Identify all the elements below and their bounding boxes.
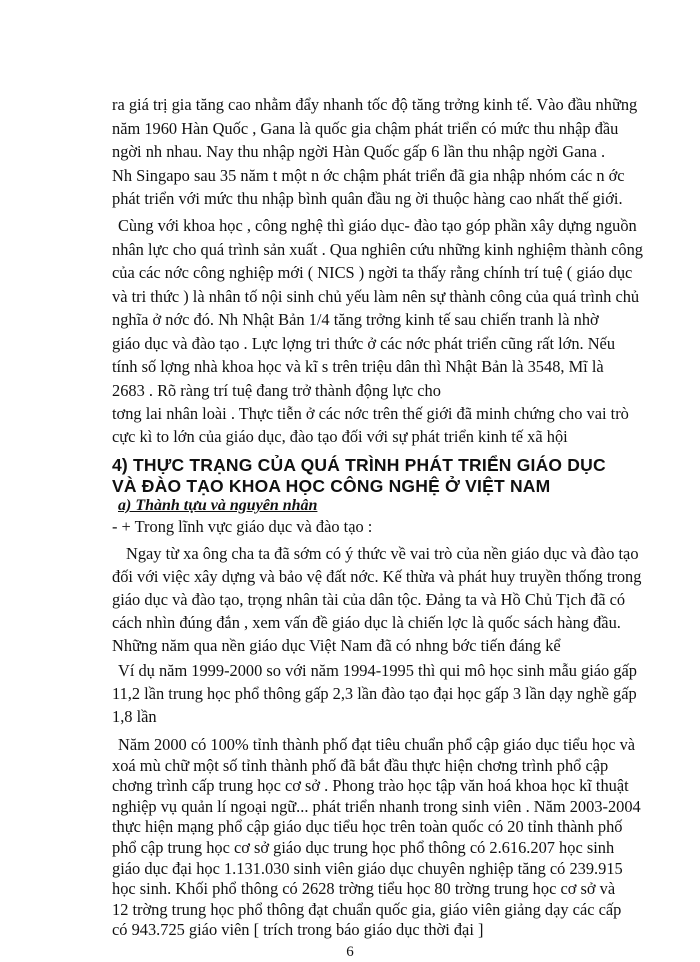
text-line: phổ cập trung học cơ sở giáo dục trung học phổ thông có 2.616.207 học sinh: [112, 838, 615, 857]
text-line: giáo dục và đào tạo, trọng nhân tài của dân tộc. Đảng ta và Hồ Chủ Tịch đã có: [112, 590, 626, 609]
text-line: của các nớc công nghiệp mới ( NICS ) ngời ta thấy rằng chính trí tuệ ( giáo dục: [112, 263, 633, 282]
text-line: và tri thức ) là nhân tố nội sinh chủ yếu làm nên sự thành công của quá trình chủ: [112, 287, 640, 306]
text-line: phát triển với mức thu nhập bình quân đầu ng ời thuộc hàng cao nhất thế giới.: [112, 189, 623, 208]
text-line: Ngay từ xa ông cha ta đã sớm có ý thức về vai trò của nền giáo dục và đào tạo: [126, 544, 639, 563]
section-heading: 4) THỰC TRẠNG CỦA QUÁ TRÌNH PHÁT TRIỂN GIÁO DỤC: [112, 455, 606, 475]
page-number: 6: [346, 944, 354, 960]
text-line: 1,8 lần: [112, 707, 157, 726]
text-line: 2683 . Rõ ràng trí tuệ đang trở thành động lực cho: [112, 381, 441, 400]
text-line: chơng trình cấp trung học cơ sở . Phong trào học tập văn hoá khoa học kĩ thuật: [112, 776, 629, 796]
text-line: 11,2 lần trung học phổ thông gấp 2,3 lần đào tạo đại học gấp 3 lần dạy nghề gấp: [112, 684, 637, 703]
text-line: Những năm qua nền giáo dục Việt Nam đã có nhng bớc tiến đáng kể: [112, 636, 561, 655]
text-line: ngời nh nhau. Nay thu nhập ngời Hàn Quốc gấp 6 lần thu nhập ngời Gana .: [112, 142, 606, 161]
text-line: ra giá trị gia tăng cao nhằm đẩy nhanh tốc độ tăng trởng kinh tế. Vào đầu những: [112, 95, 638, 114]
section-heading: VÀ ĐÀO TẠO KHOA HỌC CÔNG NGHỆ Ở VIỆT NAM: [112, 476, 551, 496]
text-line: nhân lực cho quá trình sản xuất . Qua nghiên cứu những kinh nghiệm thành công: [112, 240, 644, 259]
text-line: tính số lợng nhà khoa học và kĩ s trên triệu dân thì Nhật Bản là 3548, Mĩ là: [112, 357, 604, 376]
bullet-line: - + Trong lĩnh vực giáo dục và đào tạo :: [112, 517, 373, 536]
text-line: 12 trờng trung học phổ thông đạt chuẩn quốc gia, giáo viên giảng dạy các cấp: [112, 899, 622, 919]
text-line: có 943.725 giáo viên [ trích trong báo giáo dục thời đại ]: [112, 920, 484, 940]
text-line: Ví dụ năm 1999-2000 so với năm 1994-1995 thì qui mô học sinh mẫu giáo gấp: [118, 661, 638, 680]
text-line: tơng lai nhân loài . Thực tiễn ở các nớc trên thế giới đã minh chứng cho vai trò: [112, 404, 629, 423]
text-line: giáo dục đại học 1.131.030 sinh viên giáo dục chuyên nghiệp tăng có 239.915: [112, 858, 623, 878]
text-line: học sinh. Khối phổ thông có 2628 trờng tiểu học 80 trờng trung học cơ sở và: [112, 879, 616, 899]
text-line: xoá mù chữ một số tỉnh thành phố đã bắt đầu thực hiện chơng trình phổ cập: [112, 755, 609, 775]
text-line: năm 1960 Hàn Quốc , Gana là quốc gia chậm phát triển có mức thu nhập đầu: [112, 119, 619, 138]
text-line: nghĩa ở nớc đó. Nh Nhật Bản 1/4 tăng trởng kinh tế sau chiến tranh là nhờ: [112, 310, 599, 329]
text-line: cách nhìn đúng đắn , xem vấn đề giáo dục là chiến lợc là quốc sách hàng đầu.: [112, 613, 621, 632]
text-line: Cùng với khoa học , công nghệ thì giáo dục- đào tạo góp phần xây dựng nguồn: [118, 216, 637, 235]
text-line: nghiệp vụ quản lí ngoại ngữ... phát triển nhanh trong sinh viên . Năm 2003-2004: [112, 796, 641, 816]
text-line: cực kì to lớn của giáo dục, đào tạo đối với sự phát triển kinh tế xã hội: [112, 427, 568, 446]
text-line: Nh Singapo sau 35 năm t một n ớc chậm phát triển đã gia nhập nhóm các n ớc: [112, 166, 625, 185]
text-line: giáo dục và đào tạo . Lực lợng tri thức ở các nớc phát triển cũng rất lớn. Nếu: [112, 334, 616, 353]
text-line: Năm 2000 có 100% tỉnh thành phố đạt tiêu chuẩn phổ cập giáo dục tiểu học và: [118, 735, 636, 754]
text-line: thực hiện mạng phổ cập giáo dục tiểu học trên toàn quốc có 20 tỉnh thành phố: [112, 817, 623, 837]
subheading: a) Thành tựu và nguyên nhân: [118, 497, 318, 514]
text-line: đối với việc xây dựng và bảo vệ đất nớc. Kế thừa và phát huy truyền thống trong: [112, 567, 642, 586]
